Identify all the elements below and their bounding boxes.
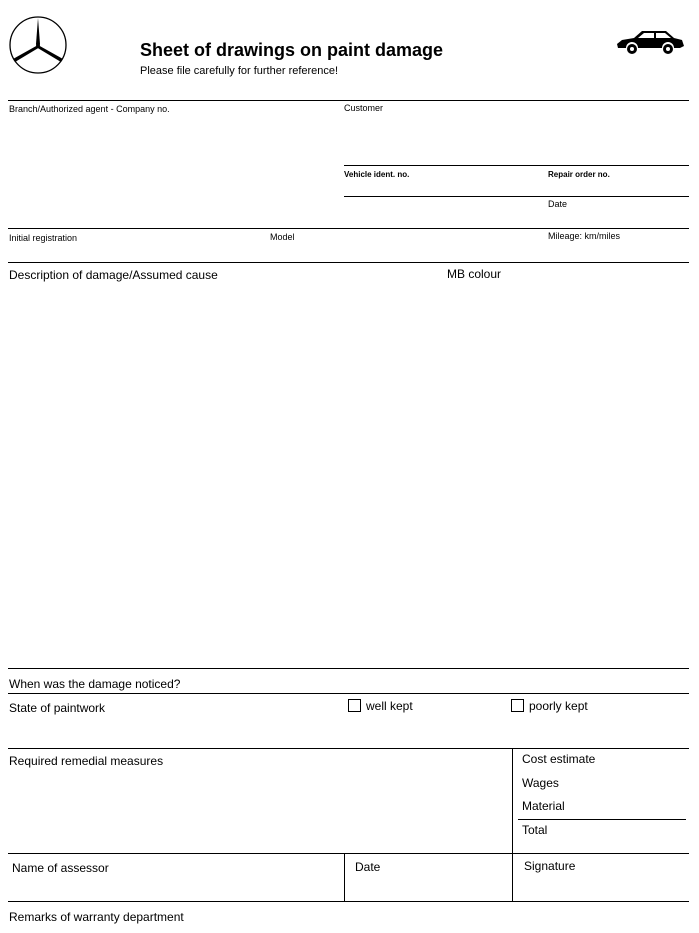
material-label: Material — [522, 799, 565, 813]
assessor-name-field[interactable] — [8, 876, 342, 900]
material-field[interactable] — [575, 797, 688, 815]
repair-order-field[interactable] — [548, 180, 689, 194]
divider — [8, 901, 689, 902]
mileage-field[interactable] — [548, 242, 689, 260]
well-kept-option[interactable] — [348, 699, 413, 713]
page-subtitle: Please file carefully for further reference! — [140, 65, 339, 77]
initial-registration-label: Initial registration — [9, 233, 78, 243]
three-pointed-star-logo-icon — [8, 15, 68, 75]
mileage-label: Mileage: km/miles — [548, 231, 621, 241]
divider — [344, 165, 689, 166]
wages-label: Wages — [522, 776, 559, 790]
divider — [344, 853, 345, 901]
customer-label: Customer — [344, 103, 384, 113]
signature-label: Signature — [524, 859, 576, 873]
divider — [512, 853, 513, 901]
poorly-kept-label: poorly kept — [529, 699, 588, 713]
divider — [8, 100, 689, 101]
initial-registration-field[interactable] — [8, 244, 263, 260]
well-kept-label: well kept — [366, 699, 413, 713]
divider — [8, 693, 689, 694]
well-kept-checkbox[interactable] — [348, 699, 361, 712]
divider — [518, 819, 686, 820]
sedan-car-icon — [614, 28, 686, 56]
poorly-kept-option[interactable] — [511, 699, 588, 713]
total-label: Total — [522, 823, 548, 837]
wages-field[interactable] — [570, 774, 688, 792]
repair-order-label: Repair order no. — [548, 170, 610, 179]
remedial-measures-field[interactable] — [8, 770, 508, 850]
assessor-name-label: Name of assessor — [12, 861, 109, 875]
model-field[interactable] — [270, 242, 540, 260]
assessor-date-field[interactable] — [346, 876, 510, 900]
date-field[interactable] — [548, 210, 689, 226]
remedial-measures-label: Required remedial measures — [9, 754, 164, 768]
vehicle-ident-label: Vehicle ident. no. — [344, 170, 410, 179]
paintwork-label: State of paintwork — [9, 701, 106, 715]
total-field[interactable] — [560, 821, 688, 839]
mb-colour-label: MB colour — [447, 267, 502, 281]
branch-field[interactable] — [8, 116, 338, 226]
damage-noticed-label: When was the damage noticed? — [9, 677, 181, 691]
description-field[interactable] — [8, 285, 689, 665]
divider — [8, 228, 689, 229]
signature-field[interactable] — [514, 876, 689, 900]
brand-logo — [8, 15, 68, 75]
date-label: Date — [548, 199, 568, 209]
damage-noticed-field[interactable] — [200, 672, 689, 692]
remarks-label: Remarks of warranty department — [9, 910, 184, 924]
divider — [8, 262, 689, 263]
branch-label: Branch/Authorized agent - Company no. — [9, 104, 170, 114]
assessor-date-label: Date — [355, 860, 381, 874]
page-title: Sheet of drawings on paint damage — [140, 40, 444, 60]
cost-estimate-label: Cost estimate — [522, 752, 596, 766]
divider — [8, 853, 689, 854]
divider — [8, 668, 689, 669]
divider — [512, 748, 513, 853]
description-label: Description of damage/Assumed cause — [9, 268, 218, 282]
divider — [8, 748, 689, 749]
car-illustration — [614, 28, 686, 56]
divider — [344, 196, 689, 197]
customer-field[interactable] — [344, 116, 689, 163]
vehicle-ident-field[interactable] — [344, 180, 544, 194]
remarks-field[interactable] — [200, 905, 689, 929]
model-label: Model — [270, 232, 295, 242]
poorly-kept-checkbox[interactable] — [511, 699, 524, 712]
